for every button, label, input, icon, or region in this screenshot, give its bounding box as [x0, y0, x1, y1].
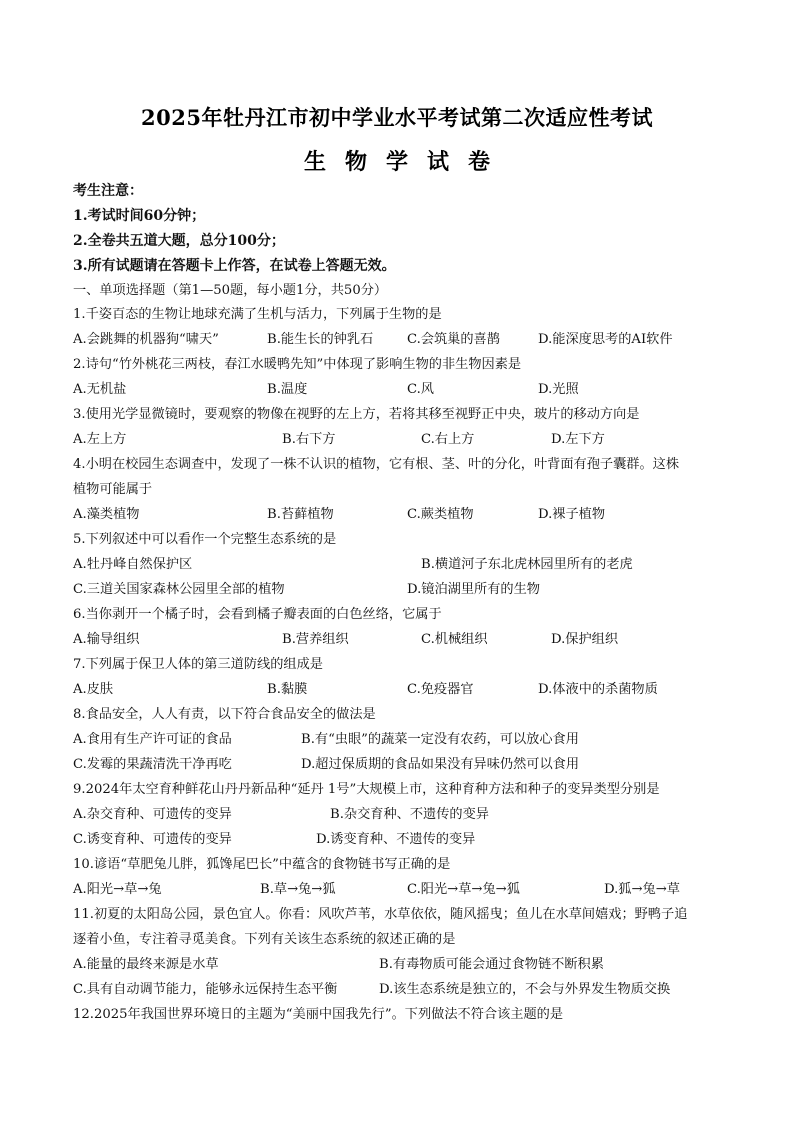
option-d: D.光照 — [538, 382, 579, 397]
option-b: B.杂交育种、不遗传的变异 — [330, 807, 489, 822]
option-a: A.阳光→草→兔 — [73, 882, 162, 897]
option-d: D.镜泊湖里所有的生物 — [407, 582, 540, 597]
option-a: A.食用有生产许可证的食品 — [73, 732, 232, 747]
option-b: B.草→兔→狐 — [260, 882, 336, 897]
question-stem: 2.诗句“竹外桃花三两枝，春江水暖鸭先知”中体现了影响生物的非生物因素是 — [73, 357, 522, 372]
question-stem: 4.小明在校园生态调查中，发现了一株不认识的植物，它有根、茎、叶的分化，叶背面有孢子囊群。这株 — [73, 457, 680, 472]
option-b: B.苔藓植物 — [267, 507, 334, 522]
option-c: C.阳光→草→兔→狐 — [407, 882, 520, 897]
option-a: A.无机盐 — [73, 382, 127, 397]
option-a: A.会跳舞的机器狗“啸天” — [73, 332, 219, 347]
section-heading: 一、单项选择题（第1—50题，每小题1分，共50分） — [73, 283, 388, 298]
option-a: A.杂交育种、可遗传的变异 — [73, 807, 232, 822]
option-b: B.营养组织 — [282, 632, 349, 647]
option-c: C.诱变育种、可遗传的变异 — [73, 832, 232, 847]
question-stem: 12.2025年我国世界环境日的主题为“美丽中国我先行”。下列做法不符合该主题的是 — [73, 1007, 564, 1022]
question-stem-continued: 逐着小鱼，专注着寻觅美食。下列有关该生态系统的叙述正确的是 — [73, 932, 456, 947]
option-a: A.皮肤 — [73, 682, 114, 697]
option-d: D.体液中的杀菌物质 — [538, 682, 658, 697]
notice-item: 3.所有试题请在答题卡上作答，在试卷上答题无效。 — [73, 258, 396, 274]
option-d: D.保护组织 — [551, 632, 619, 647]
notice-item: 1.考试时间60分钟； — [73, 208, 206, 224]
option-c: C.发霉的果蔬清洗干净再吃 — [73, 757, 232, 772]
option-a: A.输导组织 — [73, 632, 140, 647]
notice-item: 2.全卷共五道大题，总分100分； — [73, 233, 285, 249]
question-stem: 7.下列属于保卫人体的第三道防线的组成是 — [73, 657, 323, 672]
option-b: B.有毒物质可能会通过食物链不断积累 — [379, 957, 604, 972]
option-b: B.黏膜 — [267, 682, 308, 697]
option-d: D.能深度思考的AI软件 — [538, 332, 673, 347]
question-stem: 8.食品安全，人人有责，以下符合食品安全的做法是 — [73, 707, 376, 722]
question-stem: 9.2024年太空育种鲜花山丹丹新品种“延丹 1号”大规模上市，这种育种方法和种子的变异类型分别是 — [73, 782, 660, 797]
option-d: D.裸子植物 — [538, 507, 606, 522]
question-stem-continued: 植物可能属于 — [73, 482, 153, 497]
option-c: C.蕨类植物 — [407, 507, 474, 522]
option-b: B.右下方 — [282, 432, 336, 447]
question-stem: 3.使用光学显微镜时，要观察的物像在视野的左上方，若将其移至视野正中央，玻片的移动方向是 — [73, 407, 640, 422]
option-c: C.风 — [407, 382, 434, 397]
option-d: D.诱变育种、不遗传的变异 — [316, 832, 476, 847]
question-stem: 11.初夏的太阳岛公园，景色宜人。你看：风吹芦苇，水草依依，随风摇曳；鱼儿在水草间嬉戏；野鸭子追 — [73, 907, 688, 922]
option-b: B.温度 — [267, 382, 308, 397]
question-stem: 6.当你剥开一个橘子时，会看到橘子瓣表面的白色丝络，它属于 — [73, 607, 442, 622]
exam-subtitle: 生物学试卷 — [303, 149, 509, 175]
option-c: C.右上方 — [421, 432, 475, 447]
option-d: D.狐→兔→草 — [604, 882, 680, 897]
question-stem: 1.千姿百态的生物让地球充满了生机与活力，下列属于生物的是 — [73, 307, 442, 322]
option-c: C.免疫器官 — [407, 682, 474, 697]
option-a: A.左上方 — [73, 432, 127, 447]
option-b: B.有“虫眼”的蔬菜一定没有农药，可以放心食用 — [301, 732, 579, 747]
question-stem: 5.下列叙述中可以看作一个完整生态系统的是 — [73, 532, 337, 547]
option-c: C.具有自动调节能力，能够永远保持生态平衡 — [73, 982, 338, 997]
option-c: C.三道关国家森林公园里全部的植物 — [73, 582, 285, 597]
option-a: A.能量的最终来源是水草 — [73, 957, 219, 972]
exam-title: 2025年牡丹江市初中学业水平考试第二次适应性考试 — [141, 105, 653, 130]
option-a: A.藻类植物 — [73, 507, 140, 522]
option-d: D.左下方 — [551, 432, 605, 447]
option-b: B.横道河子东北虎林园里所有的老虎 — [421, 557, 633, 572]
option-d: D.该生态系统是独立的，不会与外界发生物质交换 — [379, 982, 671, 997]
notice-heading: 考生注意： — [73, 183, 143, 199]
question-stem: 10.谚语“草肥兔儿胖，狐馋尾巴长”中蕴含的食物链书写正确的是 — [73, 857, 451, 872]
option-a: A.牡丹峰自然保护区 — [73, 557, 193, 572]
option-d: D.超过保质期的食品如果没有异味仍然可以食用 — [301, 757, 580, 772]
option-c: C.机械组织 — [421, 632, 488, 647]
option-b: B.能生长的钟乳石 — [267, 332, 374, 347]
option-c: C.会筑巢的喜鹊 — [407, 332, 500, 347]
